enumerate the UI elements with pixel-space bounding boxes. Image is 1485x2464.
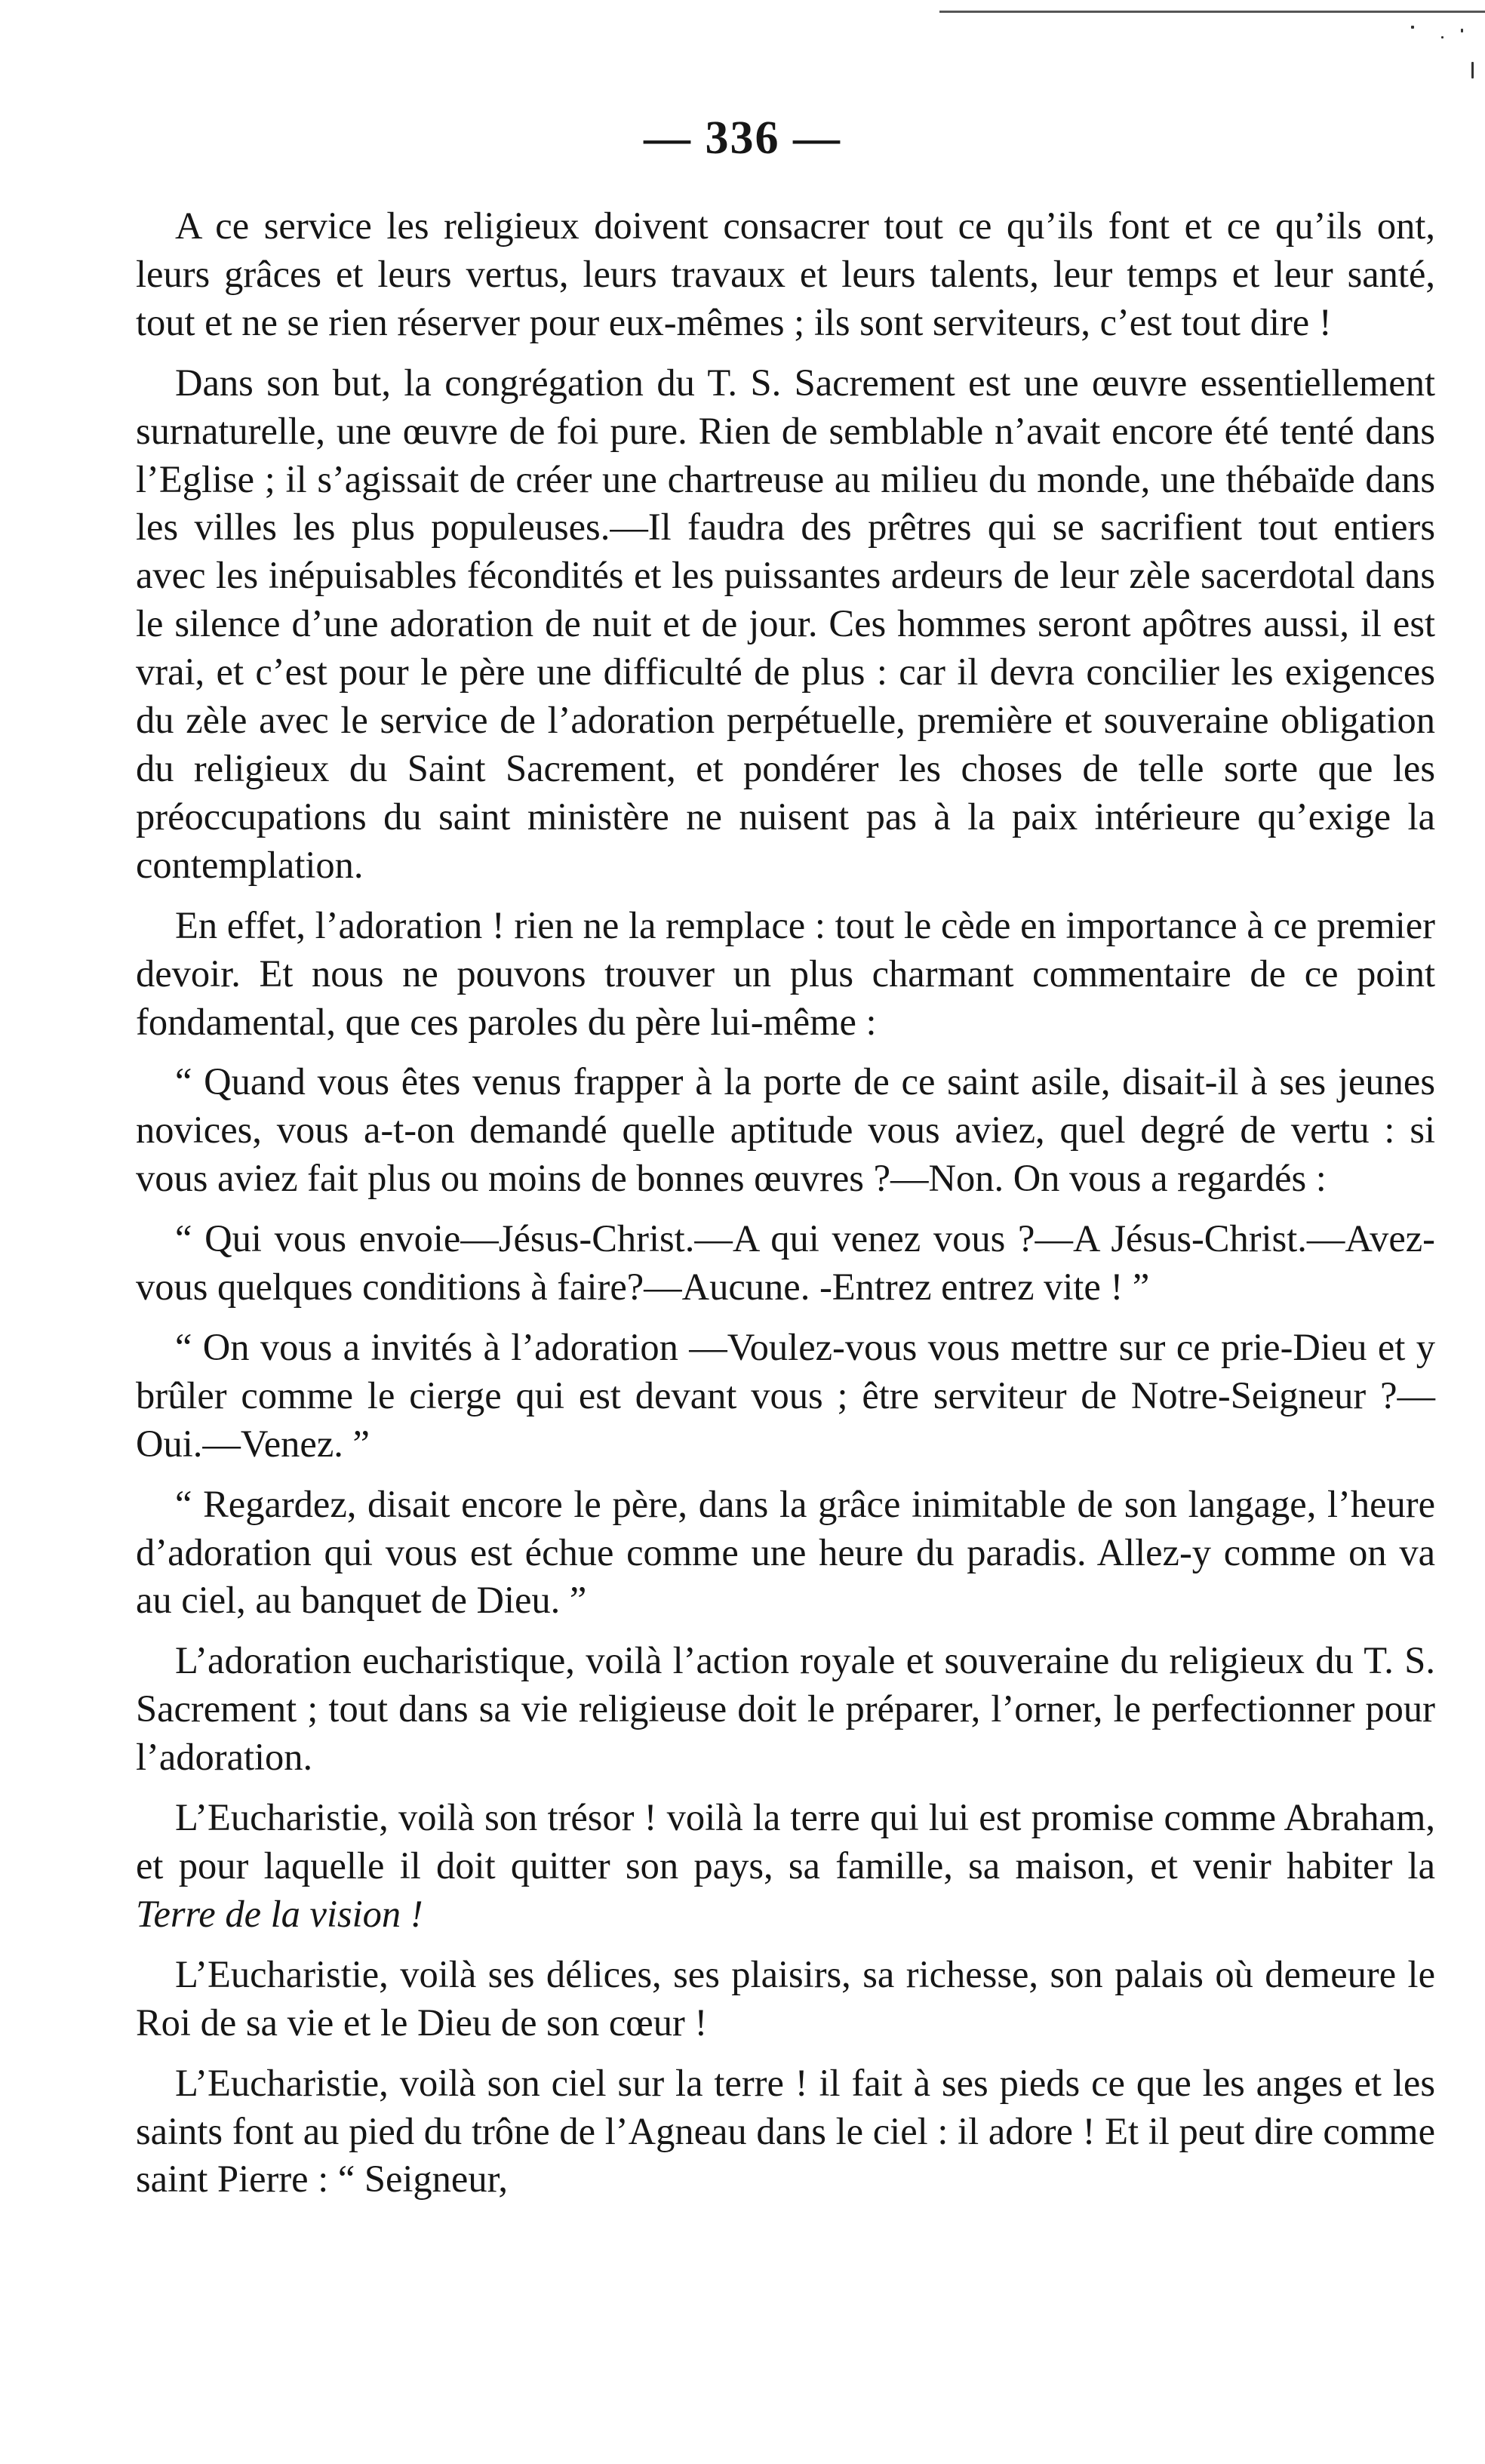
paragraph: “ Quand vous êtes venus frapper à la porte de ce saint asile, disait-il à ses jeunes novices, vous a-t-on demandé quelle aptitude vous aviez, quel degré de vertu : si vous aviez fait plus ou moins de bonnes œuvres ?—Non. On vous a regardés : xyxy=(136,1060,1435,1200)
scan-specks xyxy=(1283,23,1485,83)
paragraph-text: L’Eucharistie, voilà son trésor ! voilà la terre qui lui est promise comme Abraham, et pour laquelle il doit quitter son pays, sa famille, sa maison, et venir habiter la xyxy=(136,1796,1435,1887)
paragraph: “ On vous a invités à l’adoration —Voulez-vous vous mettre sur ce prie-Dieu et y brûler comme le cierge qui est devant vous ; être serviteur de Notre-Seigneur ?—Oui.—Venez. ” xyxy=(136,1325,1435,1465)
paragraph: L’Eucharistie, voilà ses délices, ses plaisirs, sa richesse, son palais où demeure le Roi de sa vie et le Dieu de son cœur ! xyxy=(136,1952,1435,2044)
paragraph: En effet, l’adoration ! rien ne la remplace : tout le cède en importance à ce premier devoir. Et nous ne pouvons trouver un plus charmant commentaire de ce point fondamental, que ces paroles du père lui-même : xyxy=(136,903,1435,1043)
page-number: — 336 — xyxy=(644,112,841,164)
paragraph: “ Regardez, disait encore le père, dans la grâce inimitable de son langage, l’heure d’adoration qui vous est échue comme une heure du paradis. Allez-y comme on va au ciel, au banquet de Dieu. ” xyxy=(136,1482,1435,1622)
paragraph xyxy=(136,1794,1435,1939)
paragraph: A ce service les religieux doivent consacrer tout ce qu’ils font et ce qu’ils ont, leurs grâces et leurs vertus, leurs travaux et leurs talents, leur temps et leur santé, tout et ne se rien réserver pour eux-mêmes ; ils sont serviteurs, c’est tout dire ! xyxy=(136,205,1435,343)
body-text xyxy=(136,202,1435,2204)
paragraph: “ Qui vous envoie—Jésus-Christ.—A qui venez vous ?—A Jésus-Christ.—Avez-vous quelques conditions à faire?—Aucune. -Entrez entrez vite ! ” xyxy=(136,1217,1435,1309)
italic-phrase: Terre de la vision ! xyxy=(136,1892,423,1935)
paragraph: L’Eucharistie, voilà son ciel sur la terre ! il fait à ses pieds ce que les anges et les saints font au pied du trône de l’Agneau dans le ciel : il adore ! Et il peut dire comme saint Pierre : “ Seigneur, xyxy=(136,2061,1435,2201)
paragraph: Dans son but, la congrégation du T. S. Sacrement est une œuvre essentiellement surnaturelle, une œuvre de foi pure. Rien de semblable n’avait encore été tenté dans l’Eglise ; il s’agissait de créer une chartreuse au milieu du monde, une thébaïde dans les villes les plus populeuses.—Il faudra des prêtres qui se sacrifient tout entiers avec les inépuisables fécondités et les puissantes ardeurs de leur zèle sacerdotal dans le silence d’une adoration de nuit et de jour. Ces hommes seront apôtres aussi, il est vrai, et c’est pour le père une difficulté de plus : car il devra concilier les exigences du zèle avec le service de l’adoration perpétuelle, première et souveraine obligation du religieux du Saint Sacrement, et pondérer les choses de telle sorte que les préoccupations du saint ministère ne nuisent pas à la paix intérieure qu’exige la contemplation. xyxy=(136,361,1435,886)
paragraph: L’adoration eucharistique, voilà l’action royale et souveraine du religieux du T. S. Sacrement ; tout dans sa vie religieuse doit le préparer, l’orner, le perfectionner pour l’adoration. xyxy=(136,1639,1435,1779)
page-edge-rule xyxy=(939,11,1485,13)
